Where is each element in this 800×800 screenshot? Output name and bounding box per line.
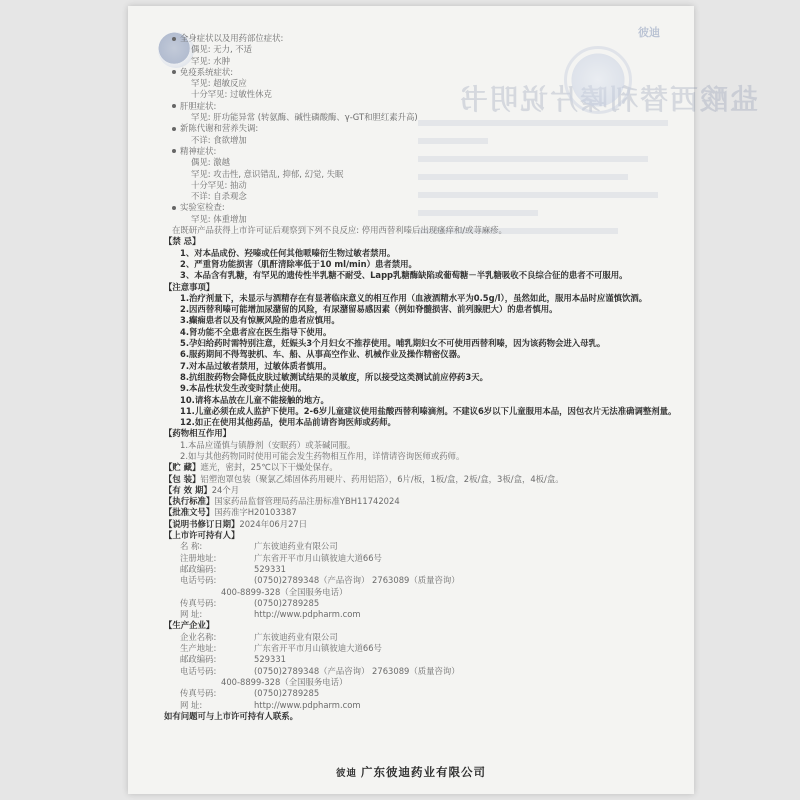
interaction-item: 2.如与其他药物同时使用可能会发生药物相互作用，详情请咨询医师或药师。 [180, 450, 465, 461]
storage-label: 【贮 藏】 [164, 462, 201, 473]
mah-address-label: 注册地址: [180, 552, 217, 563]
interaction-item: 1.本品应谨慎与镇静剂（安眠药）或茶碱同服。 [180, 439, 356, 450]
bullet-icon [172, 127, 176, 131]
mah-web-row [164, 609, 684, 620]
bullet-icon [172, 70, 176, 74]
adverse-text: 偶见: 无力, 不适 [191, 44, 253, 55]
validity-row [164, 485, 684, 496]
adverse-category [164, 202, 684, 213]
adverse-text: 不详: 自杀观念 [191, 191, 247, 202]
interactions-header: 【药物相互作用】 [164, 428, 231, 439]
footer-brand: 彼迪 [335, 768, 357, 779]
precaution-item: 8.抗组胺药物会降低皮肤过敏测试结果的灵敏度，所以接受这类测试前应停药3天。 [180, 371, 488, 382]
mah-name-label: 名 称: [180, 541, 203, 552]
mfr-name: 广东彼迪药业有限公司 [254, 631, 338, 642]
mah-header: 【上市许可持有人】 [164, 530, 240, 541]
contraindication-item: 3、本品含有乳糖，有罕见的遗传性半乳糖不耐受、Lapp乳糖酶缺陷或葡萄糖－半乳糖吸收不良综合征的患者不可服用。 [180, 270, 628, 281]
standard-value: 国家药品监督管理局药品注册标准YBH11742024 [214, 496, 400, 507]
mah-fax: (0750)2789285 [254, 597, 320, 608]
mfr-address-row [164, 643, 684, 654]
adverse-text: 全身症状以及用药部位症状: [180, 33, 284, 43]
bleed-title: 盐酸西替利嗪片说明书 [458, 83, 759, 116]
adverse-text: 在既研产品获得上市许可证后观察到下列不良反应: 停用西替利嗪后出现瘙痒和/或荨麻疹。 [172, 225, 507, 236]
validity-value: 24个月 [211, 484, 240, 495]
leaflet-content [164, 33, 684, 722]
precaution-item: 6.服药期间不得驾驶机、车、船、从事高空作业、机械作业及操作精密仪器。 [180, 349, 466, 360]
adverse-text: 免疫系统症状: [180, 66, 234, 77]
approval-label: 【批准文号】 [164, 507, 215, 518]
adverse-category [164, 123, 684, 134]
mah-zip-label: 邮政编码: [180, 563, 217, 574]
bullet-icon [172, 149, 176, 153]
revision-row [164, 519, 684, 530]
packaging-value: 铝塑泡罩包装（聚氯乙烯固体药用硬片、药用铝箔），6片/板，1板/盒，2板/盒，3板/盒，4板/盒。 [200, 473, 564, 484]
adverse-text: 罕见: 攻击性, 意识错乱, 抑郁, 幻觉, 失眠 [191, 168, 344, 179]
adverse-item [164, 225, 684, 236]
adverse-text: 十分罕见: 过敏性休克 [191, 89, 272, 100]
precaution-item: 10.请将本品放在儿童不能接触的地方。 [180, 394, 329, 405]
validity-label: 【有 效 期】 [164, 484, 212, 495]
revision-label: 【说明书修订日期】 [164, 518, 240, 529]
adverse-text: 十分罕见: 抽动 [191, 179, 247, 190]
bleed-brand: 彼迪 [638, 26, 660, 39]
adverse-text: 肝胆症状: [180, 100, 217, 111]
precaution-item: 9.本品性状发生改变时禁止使用。 [180, 383, 307, 394]
adverse-item [164, 112, 684, 123]
leaflet-page [128, 6, 759, 794]
adverse-item [164, 78, 684, 89]
adverse-reactions-list [164, 33, 684, 236]
mfr-tel-row [164, 666, 684, 677]
mfr-zip-row [164, 654, 684, 665]
adverse-text: 罕见: 水肿 [191, 55, 230, 66]
bullet-icon [172, 37, 176, 41]
adverse-item [164, 191, 684, 202]
precaution-item: 7.对本品过敏者禁用，过敏体质者慎用。 [180, 360, 332, 371]
precaution-item: 12.如正在使用其他药品，使用本品前请咨询医师或药师。 [180, 417, 396, 428]
mfr-web-row [164, 700, 684, 711]
contraindication-item: 1、对本品成份、羟嗪或任何其他哌嗪衍生物过敏者禁用。 [180, 247, 396, 258]
mah-tel-row [164, 575, 684, 586]
mah-zip: 529331 [254, 563, 286, 574]
standard-row [164, 496, 684, 507]
closing-note: 如有问题可与上市许可持有人联系。 [164, 710, 298, 721]
mfr-tel: (0750)2789348（产品咨询） 2763089（质量咨询） [254, 665, 460, 676]
mfr-name-row [164, 632, 684, 643]
mfr-zip: 529331 [254, 654, 286, 665]
mah-name: 广东彼迪药业有限公司 [254, 541, 338, 552]
manufacturer-header: 【生产企业】 [164, 620, 215, 631]
adverse-text: 罕见: 体重增加 [191, 213, 247, 224]
contraindication-item: 2、严重肾功能损害（肌酐清除率低于10 ml/min）患者禁用。 [180, 258, 417, 269]
mfr-tel-label: 电话号码: [180, 665, 217, 676]
mah-web-label: 网 址: [180, 609, 203, 620]
mah-name-row [164, 541, 684, 552]
adverse-text: 罕见: 超敏反应 [191, 78, 247, 89]
adverse-category [164, 146, 684, 157]
mfr-fax: (0750)2789285 [254, 688, 320, 699]
mah-fax-label: 传真号码: [180, 597, 217, 608]
precautions-list [164, 293, 684, 429]
adverse-text: 偶见: 激越 [191, 157, 230, 168]
revision-value: 2024年06月27日 [239, 518, 308, 529]
mah-zip-row [164, 564, 684, 575]
contraindications-list [164, 248, 684, 282]
adverse-item [164, 169, 684, 180]
adverse-item [164, 89, 684, 100]
bullet-icon [172, 206, 176, 210]
adverse-item [164, 180, 684, 191]
footer-company-name: 广东彼迪药业有限公司 [361, 765, 486, 779]
footer-company [128, 764, 694, 780]
mah-service-tel: 400-8899-328（全国服务电话） [221, 586, 348, 597]
adverse-item [164, 44, 684, 55]
mah-tel-label: 电话号码: [180, 575, 217, 586]
mah-web: http://www.pdpharm.com [254, 609, 361, 620]
adverse-text: 罕见: 肝功能异常 (转氨酶、碱性磷酸酶、γ-GT和胆红素升高) [191, 112, 418, 123]
adverse-text: 不详: 食欲增加 [191, 134, 247, 145]
mfr-web: http://www.pdpharm.com [254, 699, 361, 710]
mah-tel: (0750)2789348（产品咨询） 2763089（质量咨询） [254, 575, 460, 586]
mfr-name-label: 企业名称: [180, 631, 217, 642]
mfr-web-label: 网 址: [180, 699, 203, 710]
adverse-item [164, 157, 684, 168]
storage-row [164, 462, 684, 473]
bullet-icon [172, 104, 176, 108]
precaution-item: 3.癫痫患者以及有惊厥风险的患者应慎用。 [180, 315, 340, 326]
packaging-label: 【包 装】 [164, 473, 201, 484]
mfr-fax-row [164, 688, 684, 699]
mfr-address-label: 生产地址: [180, 643, 217, 654]
contraindications-header: 【禁 忌】 [164, 236, 201, 247]
mfr-fax-label: 传真号码: [180, 688, 217, 699]
adverse-category [164, 33, 684, 44]
precaution-item: 5.孕妇给药时需特别注意，妊娠头3个月妇女不推荐使用。哺乳期妇女不可使用西替利嗪，因为该药物会进入母乳。 [180, 338, 606, 349]
approval-row [164, 507, 684, 518]
precaution-item: 4.肾功能不全患者应在医生指导下使用。 [180, 326, 332, 337]
adverse-item [164, 135, 684, 146]
precaution-item: 2.因西替利嗪可能增加尿潴留的风险，有尿潴留易感因素（例如脊髓损害、前列腺肥大）的患者慎用。 [180, 304, 558, 315]
storage-value: 遮光，密封，25℃以下干燥处保存。 [200, 462, 338, 473]
adverse-text: 精神症状: [180, 145, 217, 156]
adverse-item [164, 214, 684, 225]
precaution-item: 1.治疗剂量下，未显示与酒精存在有显著临床意义的相互作用（血液酒精水平为0.5g/l），虽然如此，服用本品时应谨慎饮酒。 [180, 292, 648, 303]
precaution-item: 11.儿童必须在成人监护下使用。2-6岁儿童建议使用盐酸西替利嗪滴剂。不建议6岁以下儿童服用本品，因包衣片无法准确调整剂量。 [180, 405, 677, 416]
precautions-header: 【注意事项】 [164, 281, 215, 292]
adverse-item [164, 56, 684, 67]
adverse-text: 实验室检查: [180, 202, 225, 213]
mah-address-row [164, 553, 684, 564]
standard-label: 【执行标准】 [164, 496, 215, 507]
packaging-row [164, 474, 684, 485]
mfr-address: 广东省开平市月山镇彼迪大道66号 [254, 643, 382, 654]
mfr-zip-label: 邮政编码: [180, 654, 217, 665]
adverse-category [164, 101, 684, 112]
adverse-text: 新陈代谢和营养失调: [180, 123, 259, 134]
approval-value: 国药准字H20103387 [214, 507, 297, 518]
adverse-category [164, 67, 684, 78]
mfr-service-tel: 400-8899-328（全国服务电话） [221, 676, 348, 687]
mah-fax-row [164, 598, 684, 609]
mah-address: 广东省开平市月山镇彼迪大道66号 [254, 552, 382, 563]
